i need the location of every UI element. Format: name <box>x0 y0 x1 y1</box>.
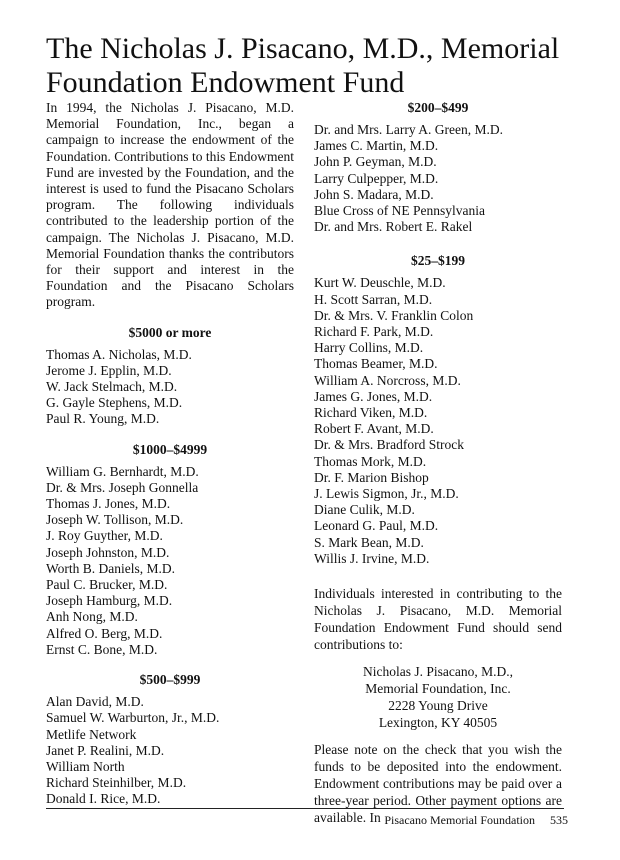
donor-name: Ernst C. Bone, M.D. <box>46 641 158 657</box>
donor-name: Dr. F. Marion Bishop <box>314 469 429 485</box>
donor-name: Thomas Beamer, M.D. <box>314 356 438 372</box>
donor-name: Dr. and Mrs. Robert E. Rakel <box>314 219 473 235</box>
donor-list <box>46 464 294 658</box>
donor-tier <box>46 672 294 807</box>
donor-name: Samuel W. Warburton, Jr., M.D. <box>46 710 220 726</box>
mailing-address <box>314 663 562 731</box>
donor-name: S. Mark Bean, M.D. <box>314 534 424 550</box>
donor-name: Dr. & Mrs. Joseph Gonnella <box>46 479 199 495</box>
donor-name: Thomas Mork, M.D. <box>314 453 427 469</box>
contribute-paragraph: Individuals interested in contributing to the Nicholas J. Pisacano, M.D. Memorial Foundation Endowment Fund should send contributions to: <box>314 586 562 653</box>
donor-tier <box>314 253 562 567</box>
donor-name: Richard Steinhilber, M.D. <box>46 775 187 791</box>
address-line: 2228 Young Drive <box>388 698 488 714</box>
donor-name: Harry Collins, M.D. <box>314 340 424 356</box>
donor-name: Leonard G. Paul, M.D. <box>314 518 439 534</box>
page-number: 535 <box>550 813 568 827</box>
donor-name: Dr. & Mrs. V. Franklin Colon <box>314 307 474 323</box>
footer-label: Pisacano Memorial Foundation <box>384 813 535 827</box>
donor-name: Dr. & Mrs. Bradford Strock <box>314 437 464 453</box>
donor-name: Robert F. Avant, M.D. <box>314 421 434 437</box>
address-line: Memorial Foundation, Inc. <box>365 681 511 697</box>
donor-name: James G. Jones, M.D. <box>314 388 433 404</box>
donor-list <box>314 275 562 567</box>
donor-name: William North <box>46 758 125 774</box>
donor-name: Diane Culik, M.D. <box>314 502 415 518</box>
footer-divider <box>46 808 564 809</box>
donor-name: Blue Cross of NE Pennsylvania <box>314 203 485 219</box>
donor-name: Donald I. Rice, M.D. <box>46 791 161 807</box>
donor-name: J. Roy Guyther, M.D. <box>46 528 163 544</box>
donor-list <box>46 347 294 428</box>
donor-name: Joseph W. Tollison, M.D. <box>46 512 184 528</box>
donor-tier <box>314 100 562 235</box>
donor-name: James C. Martin, M.D. <box>314 138 439 154</box>
donor-name: Larry Culpepper, M.D. <box>314 170 439 186</box>
left-column <box>46 100 294 822</box>
title-line-1: The Nicholas J. Pisacano, M.D., Memorial <box>46 32 560 65</box>
donor-name: William A. Norcross, M.D. <box>314 372 461 388</box>
donor-name: John P. Geyman, M.D. <box>314 154 437 170</box>
donor-name: Worth B. Daniels, M.D. <box>46 560 176 576</box>
donor-list <box>314 122 562 235</box>
donor-list <box>46 694 294 807</box>
donor-name: Richard F. Park, M.D. <box>314 324 434 340</box>
donor-tier <box>46 325 294 428</box>
donor-name: Anh Nong, M.D. <box>46 609 138 625</box>
donor-name: Joseph Hamburg, M.D. <box>46 593 173 609</box>
intro-paragraph: In 1994, the Nicholas J. Pisacano, M.D. Memorial Foundation, Inc., began a campaign to increase the endowment of the Foundation. Contributions to this Endowment Fund are invested by the Foundation, and the interest is used to fund the Pisacano Scholars program. The following individuals contributed to the leadership portion of the campaign. The Nicholas J. Pisacano, M.D. Memorial Foundation thanks the contributors for their support and interest in the Foundation and the Pisacano Scholars program. <box>46 100 294 310</box>
donor-name: H. Scott Sarran, M.D. <box>314 291 433 307</box>
donor-name: Paul R. Young, M.D. <box>46 411 160 427</box>
donor-name: Janet P. Realini, M.D. <box>46 742 165 758</box>
title-line-2: Foundation Endowment Fund <box>46 66 405 99</box>
donor-name: Alfred O. Berg, M.D. <box>46 625 163 641</box>
left-donor-sections <box>46 325 294 808</box>
right-column <box>314 100 562 836</box>
donor-name: Metlife Network <box>46 726 137 742</box>
tier-heading: $5000 or more <box>128 324 212 340</box>
donor-name: Thomas A. Nicholas, M.D. <box>46 346 192 362</box>
right-donor-sections <box>314 100 562 567</box>
address-line: Nicholas J. Pisacano, M.D., <box>363 664 513 680</box>
donor-name: Thomas J. Jones, M.D. <box>46 496 171 512</box>
closing-paragraph: Please note on the check that you wish the funds to be deposited into the endowment. Endowment contributions may be paid over a three-year period. Other payment options are available. In <box>314 742 562 826</box>
tier-heading: $500–$999 <box>139 672 201 688</box>
donor-name: G. Gayle Stephens, M.D. <box>46 395 183 411</box>
page-title <box>46 32 586 100</box>
donor-tier <box>46 442 294 658</box>
donor-name: Kurt W. Deuschle, M.D. <box>314 275 446 291</box>
donor-name: Alan David, M.D. <box>46 694 144 710</box>
tier-heading: $1000–$4999 <box>132 441 208 457</box>
donor-name: J. Lewis Sigmon, Jr., M.D. <box>314 486 459 502</box>
donor-name: Dr. and Mrs. Larry A. Green, M.D. <box>314 122 503 137</box>
page-footer <box>384 813 568 828</box>
tier-heading: $25–$199 <box>411 253 465 269</box>
donor-name: William G. Bernhardt, M.D. <box>46 463 199 479</box>
donor-name: Jerome J. Epplin, M.D. <box>46 362 172 378</box>
donor-name: Richard Viken, M.D. <box>314 405 428 421</box>
address-line: Lexington, KY 40505 <box>378 715 498 731</box>
tier-heading: $200–$499 <box>407 100 469 115</box>
donor-name: Paul C. Brucker, M.D. <box>46 577 168 593</box>
donor-name: Joseph Johnston, M.D. <box>46 544 170 560</box>
donor-name: W. Jack Stelmach, M.D. <box>46 379 178 395</box>
donor-name: Willis J. Irvine, M.D. <box>314 550 430 566</box>
donor-name: John S. Madara, M.D. <box>314 186 434 202</box>
